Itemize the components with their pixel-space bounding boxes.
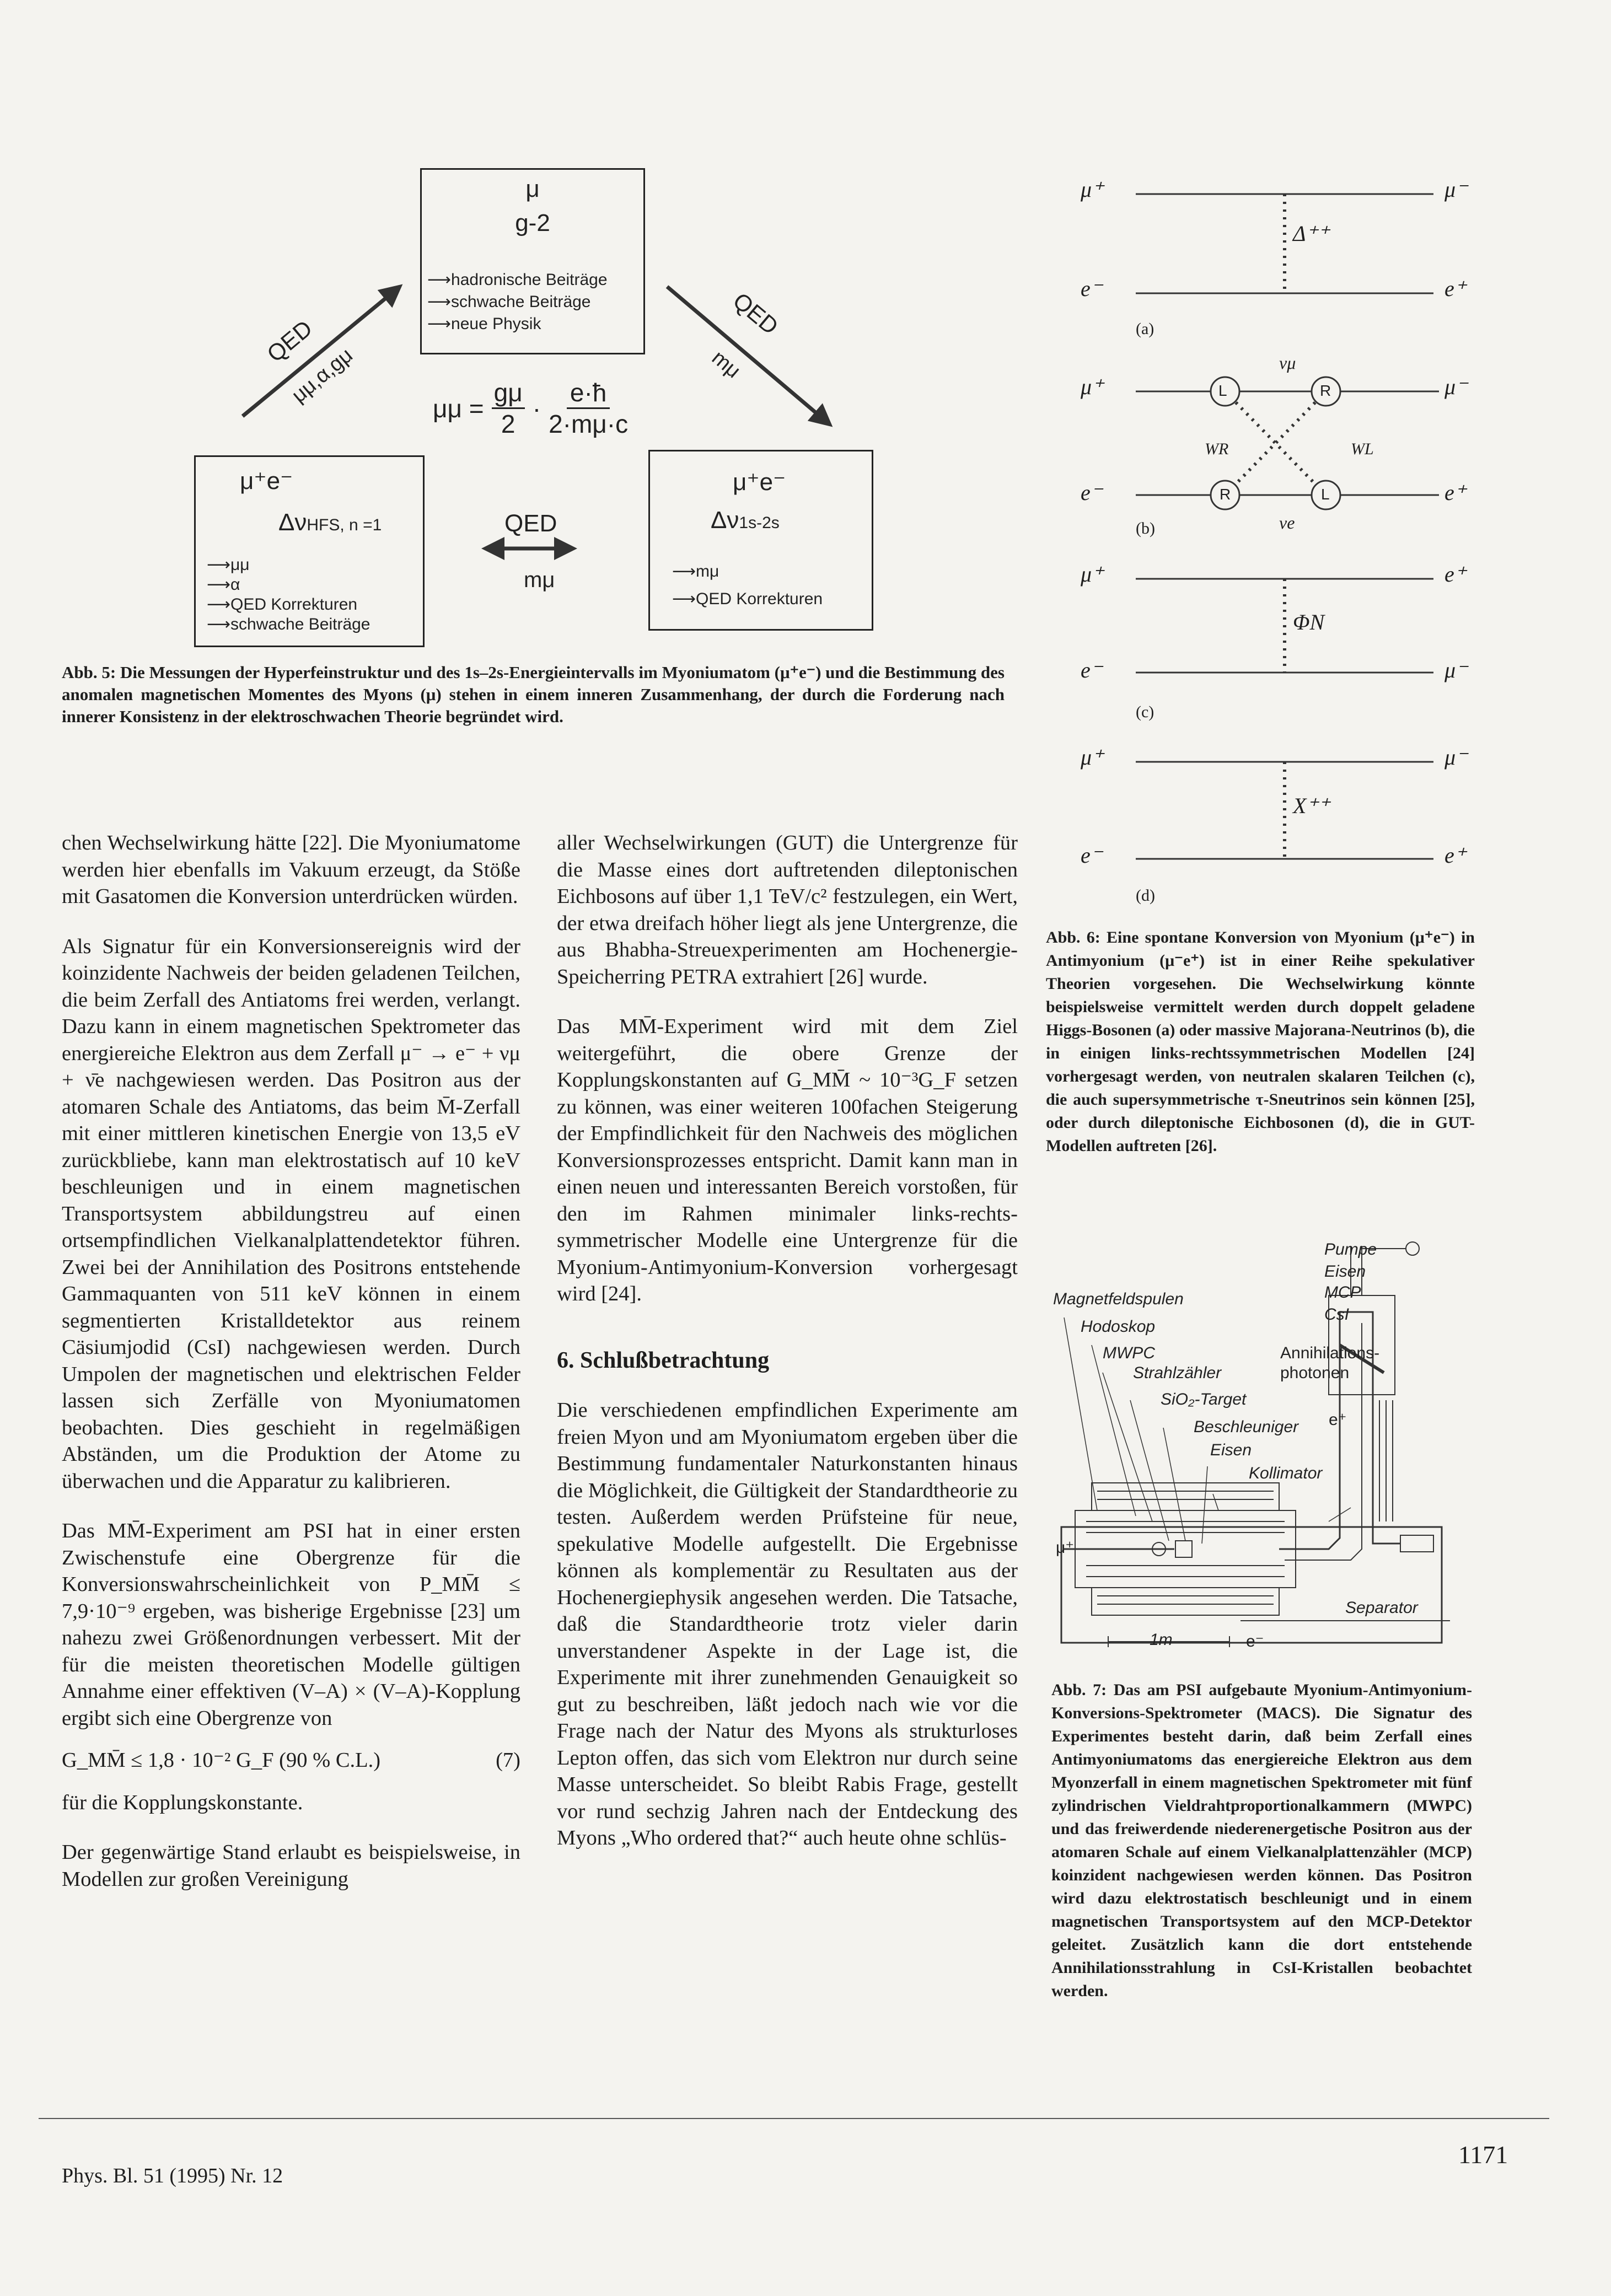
fig7-label-mcp: MCP: [1324, 1283, 1361, 1302]
fig7-label-csi: CsI: [1324, 1305, 1349, 1324]
fig6b-tag: (b): [1136, 519, 1155, 537]
fig6a-bl: e⁻: [1081, 276, 1102, 301]
fig5-mid-label: QED: [504, 510, 557, 537]
fig7-caption-text: Das am PSI aufgebaute Myonium-Antimyonium-Konversions-Spektrometer (MACS). Die Signatur des Experimentes besteht darin, daß beim Zerfall eines Antimyoniumatoms das energiereiche Elektron aus dem Myonzerfall in einem magnetischen Spektrometer mit fünf zylindrischen Vieldrahtproportionalkammern (MWPC) und das freiwerdende niederenergetische Positron aus der atomaren Schale auf einem Vielkanalplattenzähler (MCP) koinzident nachgewiesen werden können. Das Positron wird dazu elektrostatisch beschleunigt und in einem magnetischen Transportsystem auf den MCP-Detektor geleitet. Zusätzlich kann die dort entstehende Annihilationsstrahlung in CsI-Kristallen beobachtet werden.: [1051, 1681, 1473, 2000]
fig6b-br: e⁺: [1444, 480, 1466, 505]
fig5-right-l1: μ⁺e⁻: [733, 469, 786, 496]
equation-7: [62, 1747, 520, 1774]
fig5-top-item-2: schwache Beiträge: [451, 293, 591, 311]
fig6b-R-bot: R: [1220, 486, 1231, 503]
fig7-caption: [1051, 1679, 1472, 2003]
fig7-caption-label: Abb. 7:: [1051, 1681, 1107, 1699]
fig6b-nu-e: νe: [1279, 513, 1295, 533]
fig5-top-item-3: neue Physik: [451, 315, 541, 333]
fig7-label-magnetfeldspulen: Magnetfeldspulen: [1053, 1290, 1184, 1308]
col1-paragraph-4: für die Kopplungskonstante.: [62, 1790, 303, 1814]
fig7-label-mwpc: MWPC: [1103, 1344, 1155, 1362]
fig5-arrow-left-label: QED: [262, 315, 318, 367]
fig5-right-box: μ⁺e⁻ Δν1s-2s ⟶mμ ⟶QED Korrekturen: [648, 450, 873, 631]
fig6c-br: μ⁻: [1444, 658, 1468, 682]
col2-paragraph-1: aller Wechselwirkungen (GUT) die Untergrenze für die Masse eines dort auftretenden dileptonischen Eichbosons auf über 1,1 TeV/c² festzulegen, ein Wert, der etwa dreifach höher liegt als jene Untergrenze, die aus Bhabha-Streuexperimenten am Hochenergie-Speicherring PETRA extrahiert [26] wurde.: [557, 831, 1018, 988]
fig6-caption-text: Eine spontane Konversion von Myonium (μ⁺e⁻) in Antimyonium (μ⁻e⁺) ist in einer Reihe spekulativer Theorien vorgesehen. Die Wechselwirkung könnte beispielsweise vermittelt werden durch doppelt geladene Higgs-Bosonen (a) oder massive Majorana-Neutrinos (b), die in einigen links-rechtssymmetrischen Modellen [24] vorhergesagt werden, von neutralen skalaren Teilchen (c), die auch supersymmetrische τ-Sneutrinos sein können [25], oder durch dileptonische Eichbosonen (d), die in GUT-Modellen auftreten [26].: [1046, 928, 1475, 1155]
fig7-label-eisen-top: Eisen: [1324, 1262, 1366, 1281]
fig7-label-photonen: photonen: [1280, 1364, 1350, 1382]
fig5-left-item-3: QED Korrekturen: [230, 595, 358, 614]
fig7-label-hodoskop: Hodoskop: [1081, 1318, 1156, 1336]
fig5-left-item-1: μμ: [230, 556, 250, 574]
fig6a-br: e⁺: [1444, 276, 1466, 301]
fig5-caption-label: Abb. 5:: [62, 663, 116, 682]
fig6d-tag: (d): [1136, 886, 1155, 905]
fig7-label-sio2-target: SiO₂-Target: [1161, 1390, 1247, 1408]
body-column-2: [557, 830, 1018, 1875]
col2-paragraph-3: Die verschiedenen empfindlichen Experimente am freien Myon und am Myoniumatom ergeben über die Bestimmung fundamentaler Naturkonstanten hinaus die Möglichkeit, die Gültigkeit der Standardtheorie zu testen. Außerdem werden Prüfsteine für neue, spekulative Modelle aufgestellt. Die Ergebnisse können als komplementär zu Resultaten aus der Hochenergiephysik angesehen werden. Die Tatsache, daß die Standardtheorie trotz vieler darin unverstandener Aspekte in der Lage ist, die Experimente mit ihrer zunehmenden Genauigkeit so gut zu beschreiben, läßt jedoch nach wie vor die Frage nach der Natur des Myons als strukturloses Lepton offen, das sich vom Elektron nur durch seine Masse unterscheidet. So bleibt Rabis Frage, gestellt vor rund sechzig Jahren nach der Entdeckung des Myons „Who ordered that?“ auch heute ohne schlüs-: [557, 1399, 1018, 1849]
fig5-formula-f2-num: e·ħ: [567, 378, 610, 409]
fig6c-tr: e⁺: [1444, 562, 1466, 587]
fig5-top-l1: μ: [525, 175, 540, 202]
fig5-formula-f1-den: 2: [501, 410, 515, 438]
col1-paragraph-1: chen Wechselwirkung hätte [22]. Die Myoniumatome werden hier ebenfalls im Vakuum erzeugt, da Stöße mit Gasatomen die Konversion unterdrücken würden.: [62, 831, 520, 908]
fig6a-tr: μ⁻: [1444, 177, 1468, 202]
fig6a-tl: μ⁺: [1081, 177, 1104, 202]
fig6b-L-bot: L: [1321, 486, 1330, 503]
fig7-label-strahlzaehler: Strahlzähler: [1133, 1364, 1222, 1382]
fig5-left-l2-sub: HFS, n =1: [307, 516, 382, 534]
fig5-right-item-2: QED Korrekturen: [696, 590, 823, 608]
equation-7-body: G_MM̄ ≤ 1,8 · 10⁻² G_F (90 % C.L.): [62, 1749, 381, 1772]
fig5-left-item-2: α: [230, 576, 240, 594]
fig5-formula-dot: ·: [532, 394, 541, 423]
footer-journal: Phys. Bl. 51 (1995) Nr. 12: [62, 2164, 283, 2187]
footer-page-number: 1171: [1458, 2141, 1508, 2169]
fig6d-tr: μ⁻: [1444, 745, 1468, 770]
fig6c-bl: e⁻: [1081, 658, 1102, 682]
fig6b-L-top: L: [1218, 382, 1227, 399]
fig6b-tl: μ⁺: [1081, 374, 1104, 399]
fig7-label-eisen-bottom: Eisen: [1210, 1441, 1252, 1459]
fig5-left-item-4: schwache Beiträge: [230, 615, 370, 633]
fig5-caption-text: Die Messungen der Hyperfeinstruktur und des 1s–2s-Energieintervalls im Myoniumatom (μ⁺e⁻) und die Bestimmung des anomalen magnetischen Momentes des Myons (μ) stehen in einem inneren Zusammenhang, der durch die Forderung nach innerer Konsistenz in der elektroschwachen Theorie begründet wird.: [62, 663, 1005, 726]
fig5-left-l2: Δν: [278, 509, 307, 536]
fig6d-bl: e⁻: [1081, 843, 1102, 868]
fig5-right-item-1: mμ: [696, 562, 719, 580]
section-heading: 6. Schlußbetrachtung: [557, 1347, 770, 1373]
fig5-top-item-1: hadronische Beiträge: [451, 271, 608, 289]
fig5-top-box: μ g-2 ⟶hadronische Beiträge ⟶schwache Beiträge ⟶neue Physik: [420, 168, 645, 354]
fig5-arrow-right-label: QED: [728, 287, 783, 340]
fig5-right-l2-sub: 1s-2s: [739, 514, 780, 532]
fig6c-mid: ΦN: [1293, 610, 1325, 635]
fig5-formula-f2-den: 2·mμ·c: [549, 410, 629, 438]
fig6c-tag: (c): [1136, 703, 1154, 721]
fig6c-tl: μ⁺: [1081, 562, 1104, 587]
fig5-left-box: μ⁺e⁻ ΔνHFS, n =1 ⟶μμ ⟶α ⟶QED Korrekturen ⟶schwache Beiträge: [194, 455, 425, 647]
fig5-formula-f1-num: gμ: [492, 378, 525, 409]
fig7-label-annihilations: Annihilations-: [1280, 1344, 1380, 1362]
body-column-1: [62, 830, 520, 1916]
col1-paragraph-2: Als Signatur für ein Konversionsereignis wird der koinzidente Nachweis der beiden geladenen Teilchen, die beim Zerfall des Antiatoms frei werden, verlangt. Dazu kann in einem magnetischen Spektrometer das energiereiche Elektron aus dem Zerfall μ⁻ → e⁻ + νμ + ν̄e nachgewiesen werden. Das Positron aus der atomaren Schale des Antiatoms, das beim M̄-Zerfall mit einer mittleren kinetischen Energie von 13,5 eV zurückbliebe, kann man elektrostatisch auf 10 keV beschleunigen und in einem magnetischen Transportsystem abbildungstreu auf einen ortsempfindlichen Vielkanalplattendetektor führen. Zwei bei der Annihilation des Positrons entstehende Gammaquanten von 511 keV können in einem segmentierten Kristalldetektor aus reinem Cäsiumjodid (CsI) nachgewiesen werden. Durch Umpolen der magnetischen und elektrischen Felder lassen sich Zerfälle von Myoniumatomen beobachten. Dies geschieht in regelmäßigen Abständen, um die Produktion der Atome zu überwachen und die Apparatur zu kalibrieren.: [62, 934, 520, 1493]
fig6a-mid: Δ⁺⁺: [1293, 221, 1329, 246]
fig7-label-scale: 1m: [1150, 1631, 1173, 1649]
fig6b-R-top: R: [1320, 382, 1331, 399]
fig5-caption: [62, 662, 1005, 728]
col1-paragraph-3: Das MM̄-Experiment am PSI hat in einer ersten Zwischenstufe eine Obergrenze für die Konversionswahrscheinlichkeit von P_MM̄ ≤ 7,9·10⁻⁹ ergeben, was bisherige Ergebnisse [23] um nahezu zwei Größenordnungen verbessert. Mit der für die meisten theoretischen Modelle gültigen Annahme einer effektiven (V–A) × (V–A)-Kopplung ergibt sich eine Obergrenze von: [62, 1519, 520, 1730]
fig6b-wl: WL: [1351, 440, 1374, 458]
fig5-arrow-right-sub: mμ: [707, 346, 745, 383]
fig6d-mid: X⁺⁺: [1293, 793, 1330, 818]
col1-paragraph-5: Der gegenwärtige Stand erlaubt es beispielsweise, in Modellen zur großen Vereinigung: [62, 1841, 520, 1891]
fig5-right-l2: Δν: [711, 507, 739, 534]
col2-paragraph-2: Das MM̄-Experiment wird mit dem Ziel weitergeführt, die obere Grenze der Kopplungskonstanten auf G_MM̄ ~ 10⁻³G_F setzen zu können, was einer weiteren 100fachen Steigerung der Empfindlichkeit für den Nachweis des möglichen Konversionsprozesses entspricht. Damit kann man in einen neuen und interessanten Bereich vorstoßen, für den im Rahmen minimaler links-rechts-symmetrischer Modelle eine Untergrenze für die Myonium-Antimyonium-Konversion vorhergesagt wird [24].: [557, 1015, 1018, 1305]
fig5-formula: [433, 378, 628, 439]
fig6d-br: e⁺: [1444, 843, 1466, 868]
fig6b-nu-mu: νμ: [1279, 353, 1296, 373]
footer-rule: [39, 2118, 1549, 2119]
fig5-left-l1: μ⁺e⁻: [240, 467, 293, 494]
fig5-formula-lhs: μμ =: [433, 394, 484, 423]
fig6d-tl: μ⁺: [1081, 745, 1104, 770]
fig7-label-beschleuniger: Beschleuniger: [1194, 1418, 1299, 1436]
fig6b-tr: μ⁻: [1444, 374, 1468, 399]
fig7-label-eminus: e⁻: [1246, 1632, 1264, 1650]
fig6b-wr: WR: [1205, 440, 1229, 458]
fig7-label-kollimator: Kollimator: [1249, 1464, 1323, 1482]
fig7-label-pumpe: Pumpe: [1324, 1240, 1377, 1259]
fig7-label-muplus: μ⁺: [1056, 1539, 1075, 1557]
fig5-arrow-left-sub: μμ,α,gμ: [287, 343, 357, 407]
fig6b-bl: e⁻: [1081, 480, 1102, 505]
fig6-caption: [1046, 926, 1475, 1158]
fig7-label-eplus: e⁺: [1329, 1411, 1347, 1429]
fig6a-tag: (a): [1136, 320, 1154, 338]
equation-7-number: (7): [496, 1749, 520, 1772]
fig6-caption-label: Abb. 6:: [1046, 928, 1100, 947]
fig7-label-separator: Separator: [1345, 1599, 1418, 1617]
fig5-top-l2: g-2: [515, 209, 550, 236]
fig5-mid-sub: mμ: [524, 568, 555, 592]
